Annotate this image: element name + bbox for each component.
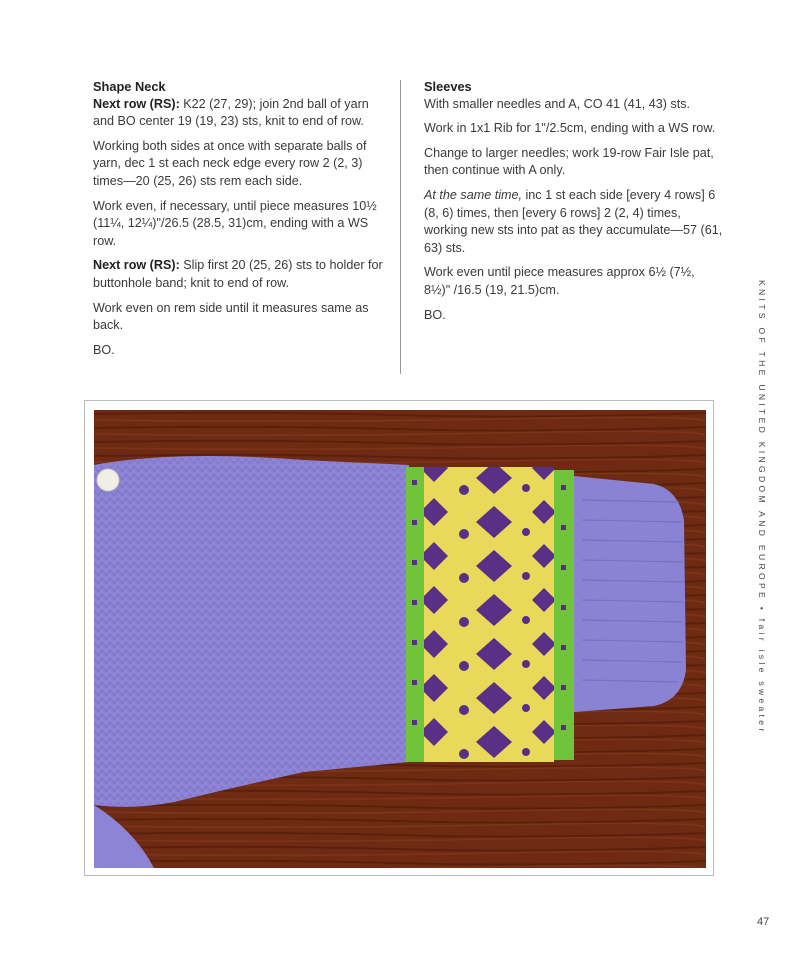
next-row-label: Next row (RS): [93, 258, 180, 273]
sleeve-photo [94, 410, 706, 868]
sleeve-photo-frame [84, 400, 714, 876]
green-stripe-left [406, 467, 424, 762]
cuff-ribbing [574, 476, 686, 712]
bullet-separator: • [757, 606, 767, 614]
sleeves-paragraph-2: Work in 1x1 Rib for 1"/2.5cm, ending with a WS row. [424, 121, 716, 136]
neck-paragraph-6: BO. [93, 342, 115, 357]
neck-paragraph-4: Next row (RS): Slip first 20 (25, 26) sts to holder for buttonhole band; knit to end of row. [93, 258, 383, 290]
at-the-same-time-italic: At the same time, [424, 187, 522, 202]
running-head-text [757, 280, 767, 735]
fair-isle-band [424, 467, 554, 762]
green-stripe-right [554, 470, 574, 760]
sleeves-paragraph-5: Work even until piece measures approx 6½ (7½, 8½)" /16.5 (19, 21.5)cm. [424, 265, 695, 297]
neck-paragraph-1: Next row (RS): K22 (27, 29); join 2nd ball of yarn and BO center 19 (19, 23) sts, knit to end of row. [93, 96, 369, 129]
neck-paragraph-5: Work even on rem side until it measures same as back. [93, 300, 369, 333]
page-number: 47 [757, 916, 770, 928]
sleeves-paragraph-1: With smaller needles and A, CO 41 (41, 43) sts. [424, 96, 690, 111]
shape-neck-heading: Shape Neck [93, 79, 166, 94]
side-running-head [752, 280, 772, 735]
pattern-title: fair isle sweater [757, 618, 767, 735]
neck-paragraph-2: Working both sides at once with separate balls of yarn, dec 1 st each neck edge every row 2 (2, 3) times—20 (25, 26) sts rem each side. [93, 138, 367, 188]
left-column [93, 78, 383, 366]
column-divider [400, 80, 401, 374]
sleeves-heading: Sleeves [424, 79, 472, 94]
sleeve-body [94, 456, 409, 807]
button [97, 469, 119, 491]
sleeves-paragraph-4: At the same time, inc 1 st each side [every 4 rows] 6 (8, 6) times, then [every 6 rows] 2 (2, 4) times, working new sts into pat as they accumulate—57 (61, 63) sts. [424, 187, 723, 255]
book-title: KNITS OF THE UNITED KINGDOM AND EUROPE [757, 280, 767, 602]
sleeves-paragraph-3: Change to larger needles; work 19-row Fair Isle pat, then continue with A only. [424, 145, 714, 178]
right-column [424, 78, 724, 331]
sleeves-paragraph-6: BO. [424, 307, 446, 322]
next-row-label: Next row (RS): [93, 96, 180, 111]
neck-paragraph-3: Work even, if necessary, until piece measures 10½ (11¼, 12¼)"/26.5 (28.5, 31)cm, ending with a WS row. [93, 198, 377, 248]
